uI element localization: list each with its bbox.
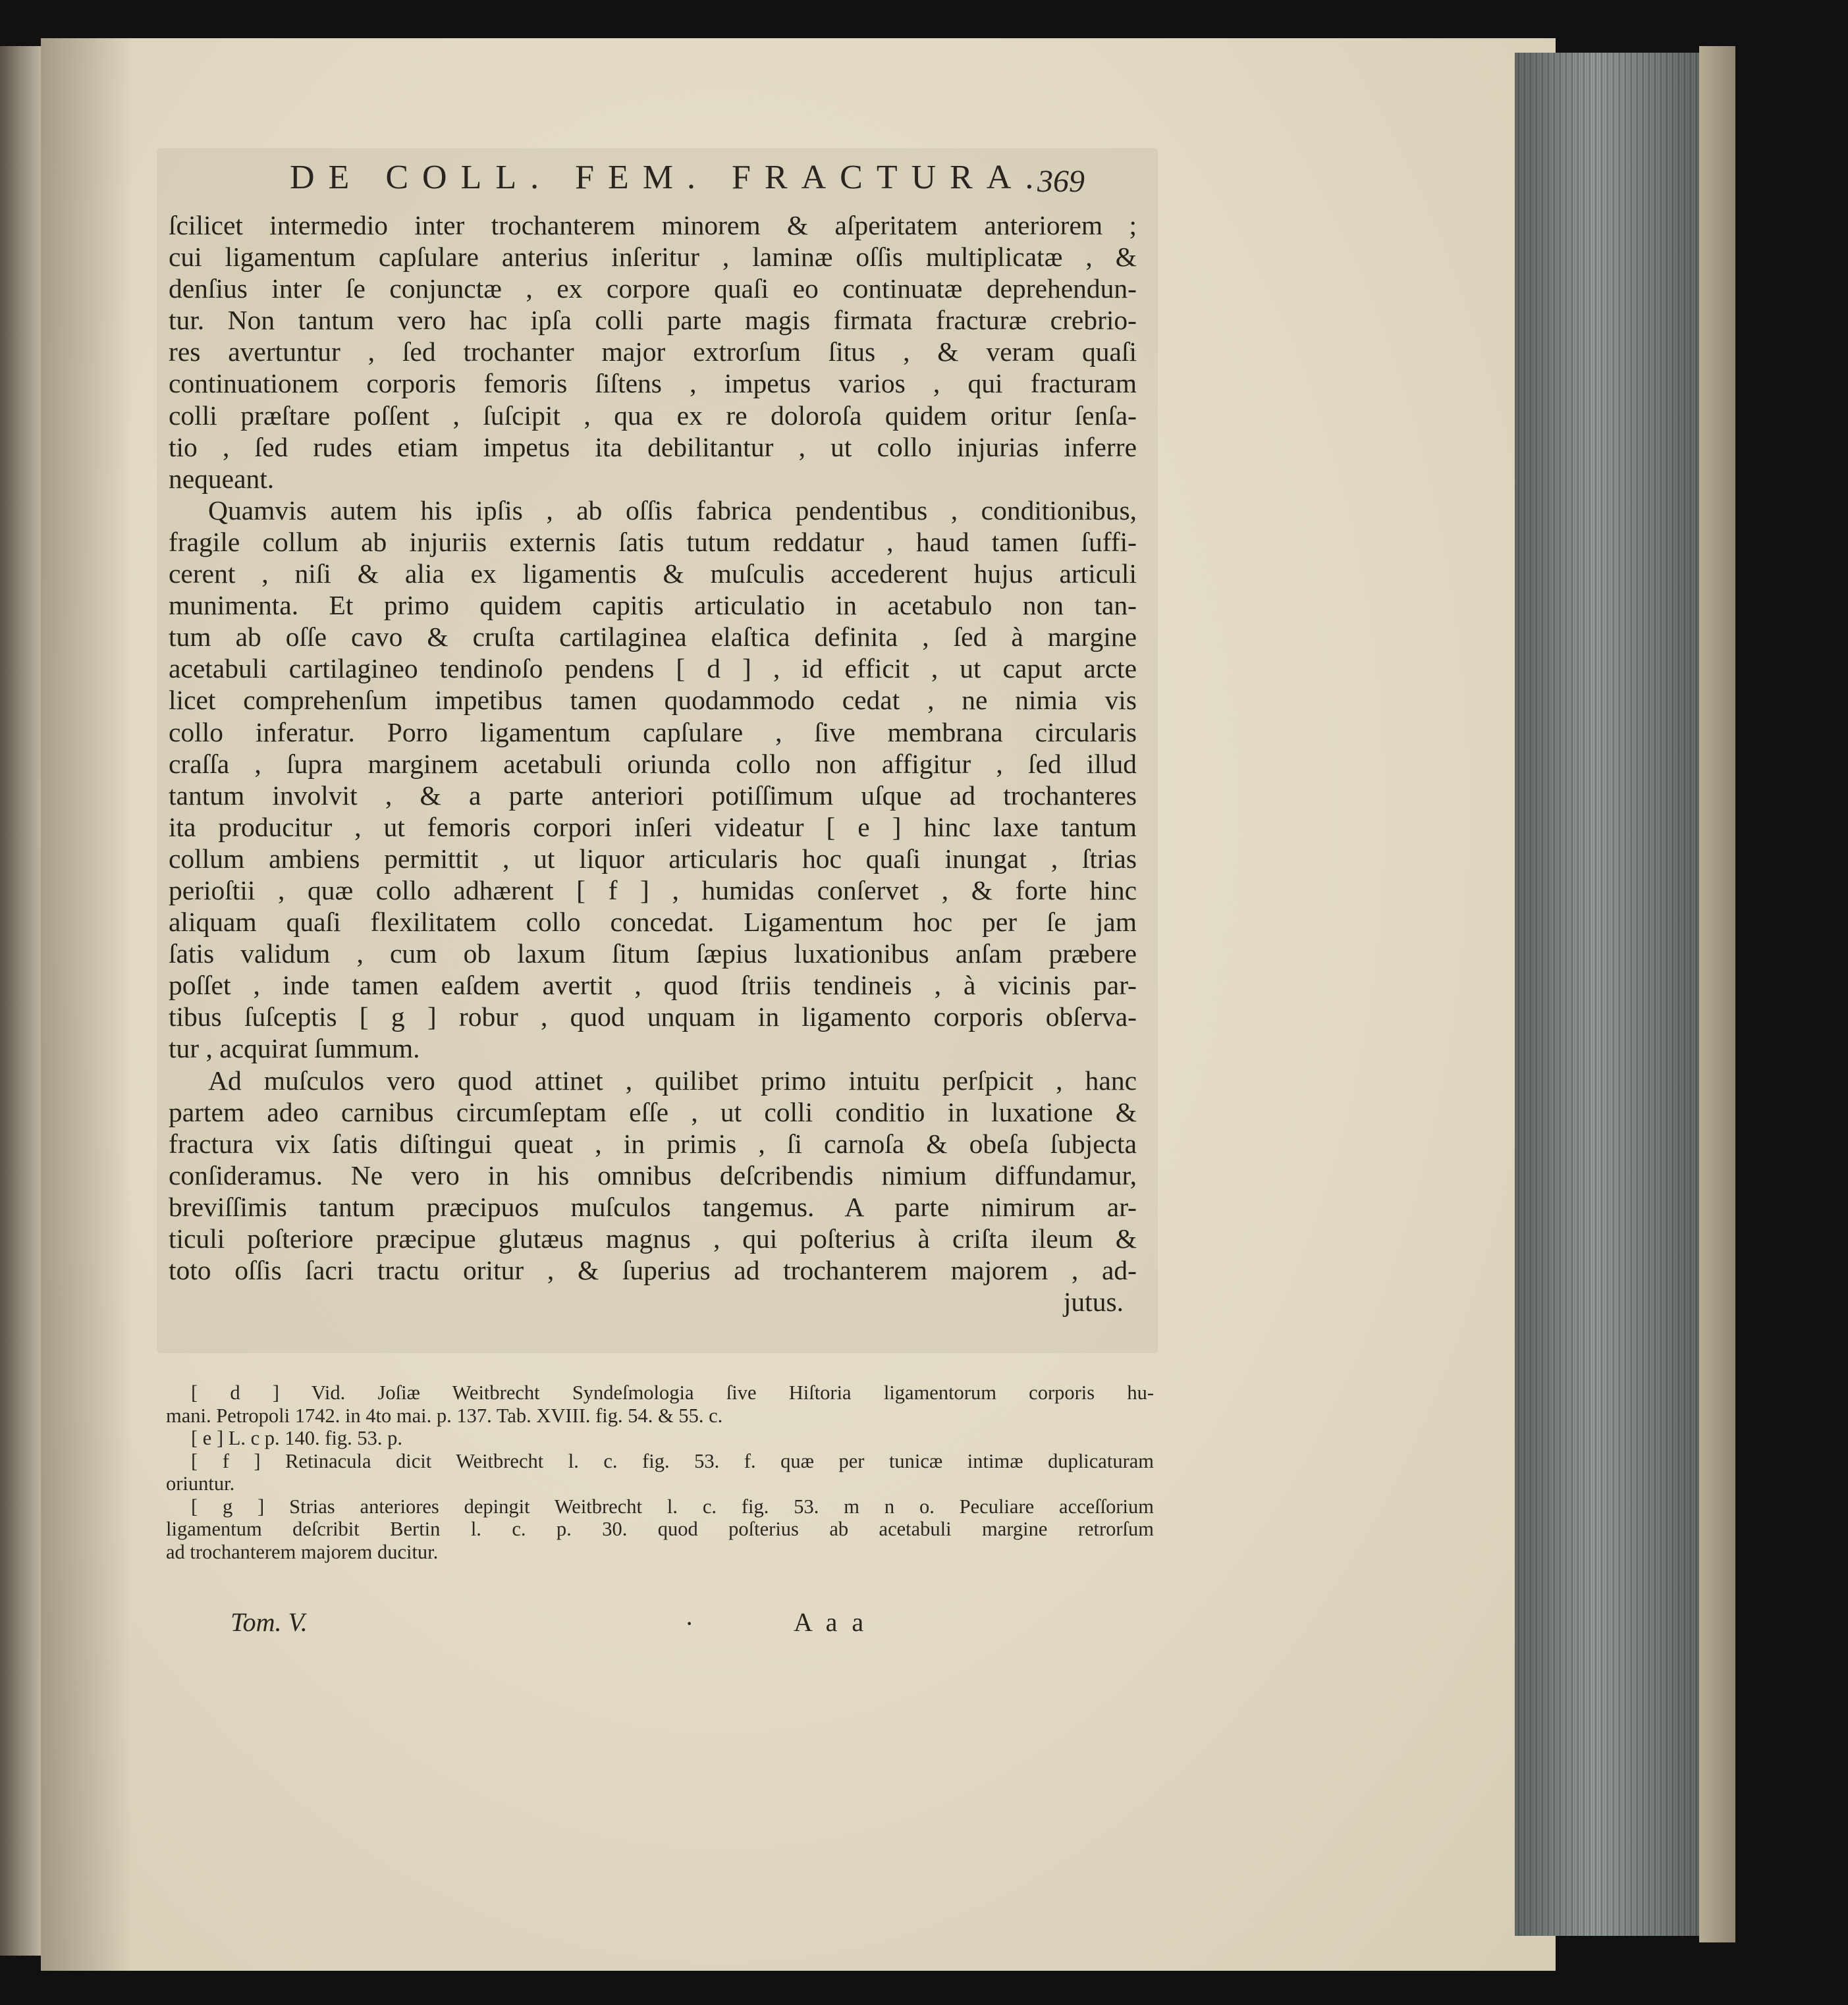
footnote-d: [ d ] Vid. Joſiæ Weitbrecht Syndeſmologia ſive Hiſtoria ligamentorum corporis hu-	[191, 1381, 1154, 1404]
volume-mark: Tom. V.	[231, 1607, 308, 1637]
text-line: denſius inter ſe conjunctæ , ex corpore quaſi eo continuatæ deprehendun-	[169, 273, 1137, 304]
footnotes	[166, 1381, 1154, 1563]
text-line: tur , acquirat ſummum.	[169, 1033, 420, 1064]
gathering-signature: A a a	[794, 1607, 868, 1637]
page-footer	[231, 1607, 889, 1646]
text-line: fractura vix ſatis diſtingui queat , in primis , ſi carnoſa & obeſa ſubjecta	[169, 1128, 1137, 1159]
text-line: breviſſimis tantum præcipuos muſculos tangemus. A parte nimirum ar-	[169, 1191, 1137, 1222]
left-page-edge	[0, 46, 46, 1956]
text-line: perioſtii , quæ collo adhærent [ f ] , humidas conſervet , & forte hinc	[169, 874, 1137, 905]
text-line: collo inferatur. Porro ligamentum capſulare , ſive membrana circularis	[169, 716, 1137, 747]
text-line: conſideramus. Ne vero in his omnibus deſcribendis nimium diffundamur,	[169, 1160, 1137, 1190]
footnote-g-cont: ligamentum deſcribit Bertin l. c. p. 30. quod poſterius ab acetabuli margine retrorſum	[166, 1518, 1154, 1540]
catchword-line: jutus.	[1063, 1287, 1124, 1318]
text-line: munimenta. Et primo quidem capitis articulatio in acetabulo non tan-	[169, 590, 1137, 621]
text-line: tantum involvit , & a parte anteriori potiſſimum uſque ad trochanteres	[169, 780, 1137, 811]
footnote-f-cont: oriuntur.	[166, 1472, 235, 1495]
text-line: fragile collum ab injuriis externis ſatis tutum reddatur , haud tamen ſuffi-	[169, 526, 1137, 557]
text-line: res avertuntur , ſed trochanter major extrorſum ſitus , & veram quaſi	[169, 336, 1137, 367]
text-line: acetabuli cartilagineo tendinoſo pendens [ d ] , id efficit , ut caput arcte	[169, 653, 1137, 684]
footnote-f: [ f ] Retinacula dicit Weitbrecht l. c. fig. 53. f. quæ per tunicæ intimæ duplicaturam	[191, 1449, 1154, 1472]
footnote-d-cont: mani. Petropoli 1742. in 4to mai. p. 137. Tab. XVIII. fig. 54. & 55. c.	[166, 1404, 723, 1427]
footnote-g-end: ad trochanterem majorem ducitur.	[166, 1540, 439, 1563]
paragraph-start-line: Ad muſculos vero quod attinet , quilibet primo intuitu perſpicit , hanc	[208, 1065, 1137, 1096]
text-line: continuationem corporis femoris ſiſtens , impetus varios , qui fracturam	[169, 368, 1137, 399]
text-line: tibus ſuſceptis [ g ] robur , quod unquam in ligamento corporis obſerva-	[169, 1002, 1137, 1032]
text-line: partem adeo carnibus circumſeptam eſſe , ut colli conditio in luxatione &	[169, 1096, 1137, 1127]
text-line: aliquam quaſi flexilitatem collo concedat. Ligamentum hoc per ſe jam	[169, 907, 1137, 938]
text-line: craſſa , ſupra marginem acetabuli oriunda collo non affigitur , ſed illud	[169, 748, 1137, 779]
cover-board	[1699, 46, 1735, 1942]
text-line: tur. Non tantum vero hac ipſa colli parte magis firmata fracturæ crebrio-	[169, 305, 1137, 336]
footer-dot: ·	[685, 1609, 694, 1638]
text-line: nequeant.	[169, 463, 275, 494]
gutter-shadow	[41, 38, 133, 1971]
text-line: cui ligamentum capſulare anterius inſeritur , laminæ oſſis multiplicatæ , &	[169, 242, 1137, 273]
paragraph-start-line: Quamvis autem his ipſis , ab oſſis fabrica pendentibus , conditionibus,	[208, 495, 1137, 525]
fore-edge-shadow	[1515, 53, 1712, 1936]
running-title: DE COLL. FEM. FRACTURA.	[290, 159, 1048, 196]
running-header	[290, 158, 1146, 211]
footnote-g: [ g ] Strias anteriores depingit Weitbrecht l. c. fig. 53. m n o. Peculiare acceſſorium	[191, 1495, 1154, 1518]
text-line: colli præſtare poſſent , ſuſcipit , qua ex re doloroſa quidem oritur ſenſa-	[169, 400, 1137, 431]
text-line: tio , ſed rudes etiam impetus ita debilitantur , ut collo injurias inferre	[169, 431, 1137, 462]
main-text	[169, 209, 1137, 1318]
text-line: ita producitur , ut femoris corpori inſeri videatur [ e ] hinc laxe tantum	[169, 811, 1137, 842]
text-line: licet comprehenſum impetibus tamen quodammodo cedat , ne nimia vis	[169, 685, 1137, 716]
text-line: tum ab oſſe cavo & cruſta cartilaginea elaſtica definita , ſed à margine	[169, 622, 1137, 653]
text-line: ſatis validum , cum ob laxum ſitum ſæpius luxationibus anſam præbere	[169, 938, 1137, 969]
footnote-e: [ e ] L. c p. 140. fig. 53. p.	[191, 1427, 403, 1449]
text-line: ticuli poſteriore præcipue glutæus magnus , qui poſterius à criſta ileum &	[169, 1223, 1137, 1254]
text-line: collum ambiens permittit , ut liquor articularis hoc quaſi inungat , ſtrias	[169, 843, 1137, 874]
text-line: ſcilicet intermedio inter trochanterem minorem & aſperitatem anteriorem ;	[169, 210, 1137, 240]
text-line: poſſet , inde tamen eaſdem avertit , quod ſtriis tendineis , à vicinis par-	[169, 970, 1137, 1001]
page-number: 369	[1037, 164, 1085, 199]
text-line: cerent , niſi & alia ex ligamentis & muſculis accederent hujus articuli	[169, 558, 1137, 589]
text-line: toto oſſis ſacri tractu oritur , & ſuperius ad trochanterem majorem , ad-	[169, 1255, 1137, 1286]
